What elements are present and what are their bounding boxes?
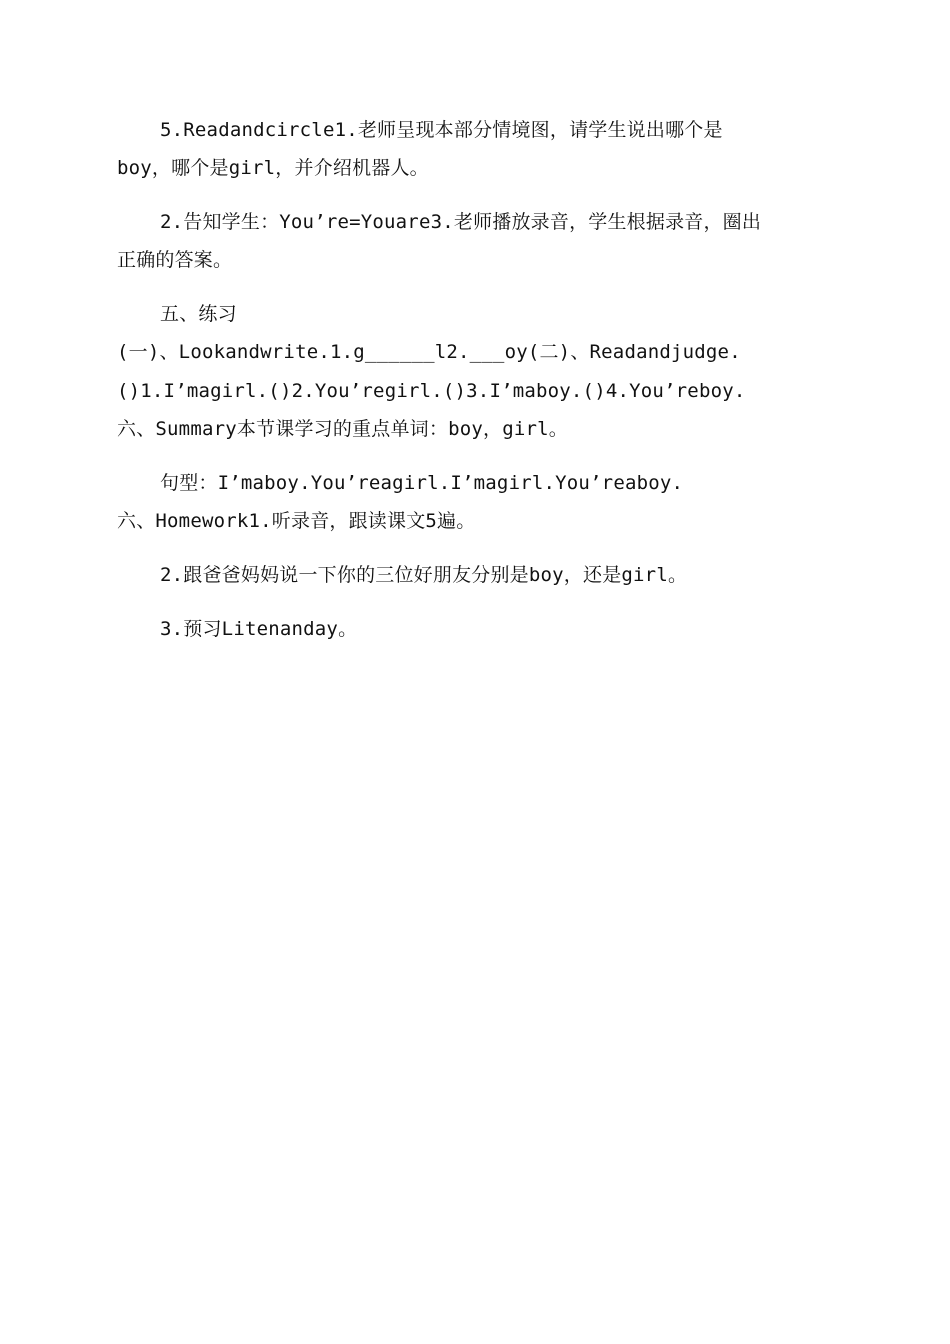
paragraph-tell-students-continued: 正确的答案。 bbox=[117, 249, 233, 271]
homework-item-2: 2.跟爸爸妈妈说一下你的三位好朋友分别是boy，还是girl。 bbox=[160, 564, 688, 586]
summary-sentence-patterns: 句型：I’maboy.You’reagirl.I’magirl.You’reaboy. bbox=[160, 472, 684, 494]
section-heading-practice: 五、练习 bbox=[160, 303, 237, 325]
paragraph-read-and-circle: 5.Readandcircle1.老师呈现本部分情境图，请学生说出哪个是 bbox=[160, 119, 723, 141]
section-summary: 六、Summary本节课学习的重点单词：boy，girl。 bbox=[117, 418, 568, 440]
exercise-read-and-judge: ()1.I’magirl.()2.You’regirl.()3.I’maboy.()4.You’reboy. bbox=[117, 380, 746, 402]
section-homework: 六、Homework1.听录音，跟读课文5遍。 bbox=[117, 510, 476, 532]
exercise-look-and-write: (一)、Lookandwrite.1.g______l2.___oy(二)、Readandjudge. bbox=[117, 341, 741, 363]
paragraph-read-and-circle-continued: boy，哪个是girl，并介绍机器人。 bbox=[117, 157, 429, 179]
paragraph-tell-students: 2.告知学生：You’re=Youare3.老师播放录音，学生根据录音，圈出 bbox=[160, 211, 762, 233]
homework-item-3: 3.预习Litenanday。 bbox=[160, 618, 358, 640]
